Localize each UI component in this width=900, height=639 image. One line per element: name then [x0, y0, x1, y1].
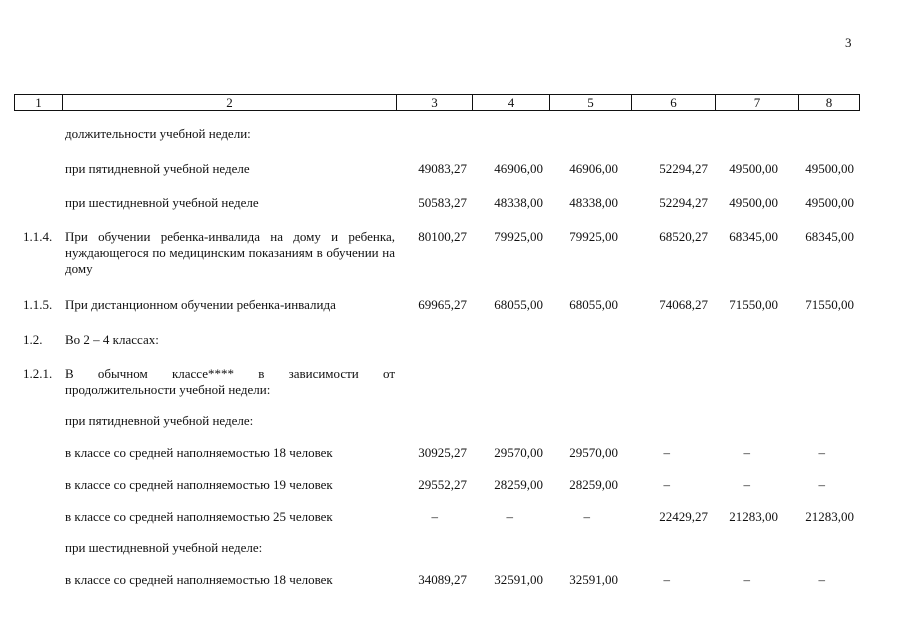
cell-col-7: –	[743, 445, 750, 460]
row-number: 1.2.1.	[23, 366, 53, 381]
header-col-3: 3	[397, 95, 473, 111]
row-description: При обучении ребенка-инвалида на дому и ребенка, нуждающегося по медицинским показаниям в обучении на дому	[65, 229, 395, 276]
header-col-2: 2	[63, 95, 397, 111]
cell-col-4: 68055,00	[494, 297, 543, 312]
cell-col-5: 29570,00	[569, 445, 618, 460]
cell-col-8: –	[818, 477, 825, 492]
cell-col-5: 79925,00	[569, 229, 618, 244]
cell-col-4: 48338,00	[494, 195, 543, 210]
cell-col-3: 69965,27	[418, 297, 467, 312]
cell-col-8: 21283,00	[805, 509, 854, 524]
row-description: при шестидневной учебной неделе	[65, 195, 259, 210]
header-col-5: 5	[550, 95, 632, 111]
cell-col-5: –	[583, 509, 590, 524]
cell-col-3: 50583,27	[418, 195, 467, 210]
row-description: при пятидневной учебной неделе:	[65, 413, 254, 428]
row-description: при шестидневной учебной неделе:	[65, 540, 263, 555]
cell-col-7: 68345,00	[729, 229, 778, 244]
row-description: в классе со средней наполняемостью 18 человек	[65, 572, 333, 587]
cell-col-8: 49500,00	[805, 195, 854, 210]
row-description: В обычном классе**** в зависимости от продолжительности учебной недели:	[65, 366, 395, 397]
cell-col-4: 28259,00	[494, 477, 543, 492]
cell-col-6: –	[663, 477, 670, 492]
row-number: 1.2.	[23, 332, 43, 347]
header-col-7: 7	[716, 95, 799, 111]
row-description: в классе со средней наполняемостью 18 человек	[65, 445, 333, 460]
cell-col-7: 49500,00	[729, 195, 778, 210]
cell-col-7: 21283,00	[729, 509, 778, 524]
page-number: 3	[845, 35, 852, 50]
row-description: в классе со средней наполняемостью 25 человек	[65, 509, 333, 524]
row-description: Во 2 – 4 классах:	[65, 332, 159, 347]
row-number: 1.1.5.	[23, 297, 53, 312]
cell-col-3: 34089,27	[418, 572, 467, 587]
cell-col-6: –	[663, 572, 670, 587]
cell-col-5: 28259,00	[569, 477, 618, 492]
cell-col-4: 32591,00	[494, 572, 543, 587]
header-col-6: 6	[632, 95, 716, 111]
cell-col-7: –	[743, 477, 750, 492]
cell-col-6: 52294,27	[659, 195, 708, 210]
cell-col-5: 48338,00	[569, 195, 618, 210]
cell-col-3: 49083,27	[418, 161, 467, 176]
cell-col-8: 68345,00	[805, 229, 854, 244]
cell-col-8: –	[818, 445, 825, 460]
row-description: При дистанционном обучении ребенка-инвалида	[65, 297, 336, 312]
cell-col-4: 29570,00	[494, 445, 543, 460]
header-col-1: 1	[15, 95, 63, 111]
header-col-4: 4	[473, 95, 550, 111]
cell-col-4: –	[506, 509, 513, 524]
cell-col-6: 52294,27	[659, 161, 708, 176]
cell-col-5: 46906,00	[569, 161, 618, 176]
cell-col-6: –	[663, 445, 670, 460]
row-description: должительности учебной недели:	[65, 126, 251, 141]
cell-col-6: 22429,27	[659, 509, 708, 524]
cell-col-5: 68055,00	[569, 297, 618, 312]
cell-col-4: 46906,00	[494, 161, 543, 176]
column-header-row	[14, 94, 860, 111]
cell-col-3: –	[431, 509, 438, 524]
cell-col-8: 49500,00	[805, 161, 854, 176]
cell-col-4: 79925,00	[494, 229, 543, 244]
cell-col-6: 68520,27	[659, 229, 708, 244]
header-col-8: 8	[799, 95, 860, 111]
cell-col-8: –	[818, 572, 825, 587]
cell-col-3: 29552,27	[418, 477, 467, 492]
row-number: 1.1.4.	[23, 229, 53, 244]
cell-col-5: 32591,00	[569, 572, 618, 587]
row-description: в классе со средней наполняемостью 19 человек	[65, 477, 333, 492]
cell-col-3: 80100,27	[418, 229, 467, 244]
row-description: при пятидневной учебной неделе	[65, 161, 250, 176]
cell-col-7: 49500,00	[729, 161, 778, 176]
cell-col-6: 74068,27	[659, 297, 708, 312]
cell-col-3: 30925,27	[418, 445, 467, 460]
cell-col-7: –	[743, 572, 750, 587]
cell-col-7: 71550,00	[729, 297, 778, 312]
cell-col-8: 71550,00	[805, 297, 854, 312]
